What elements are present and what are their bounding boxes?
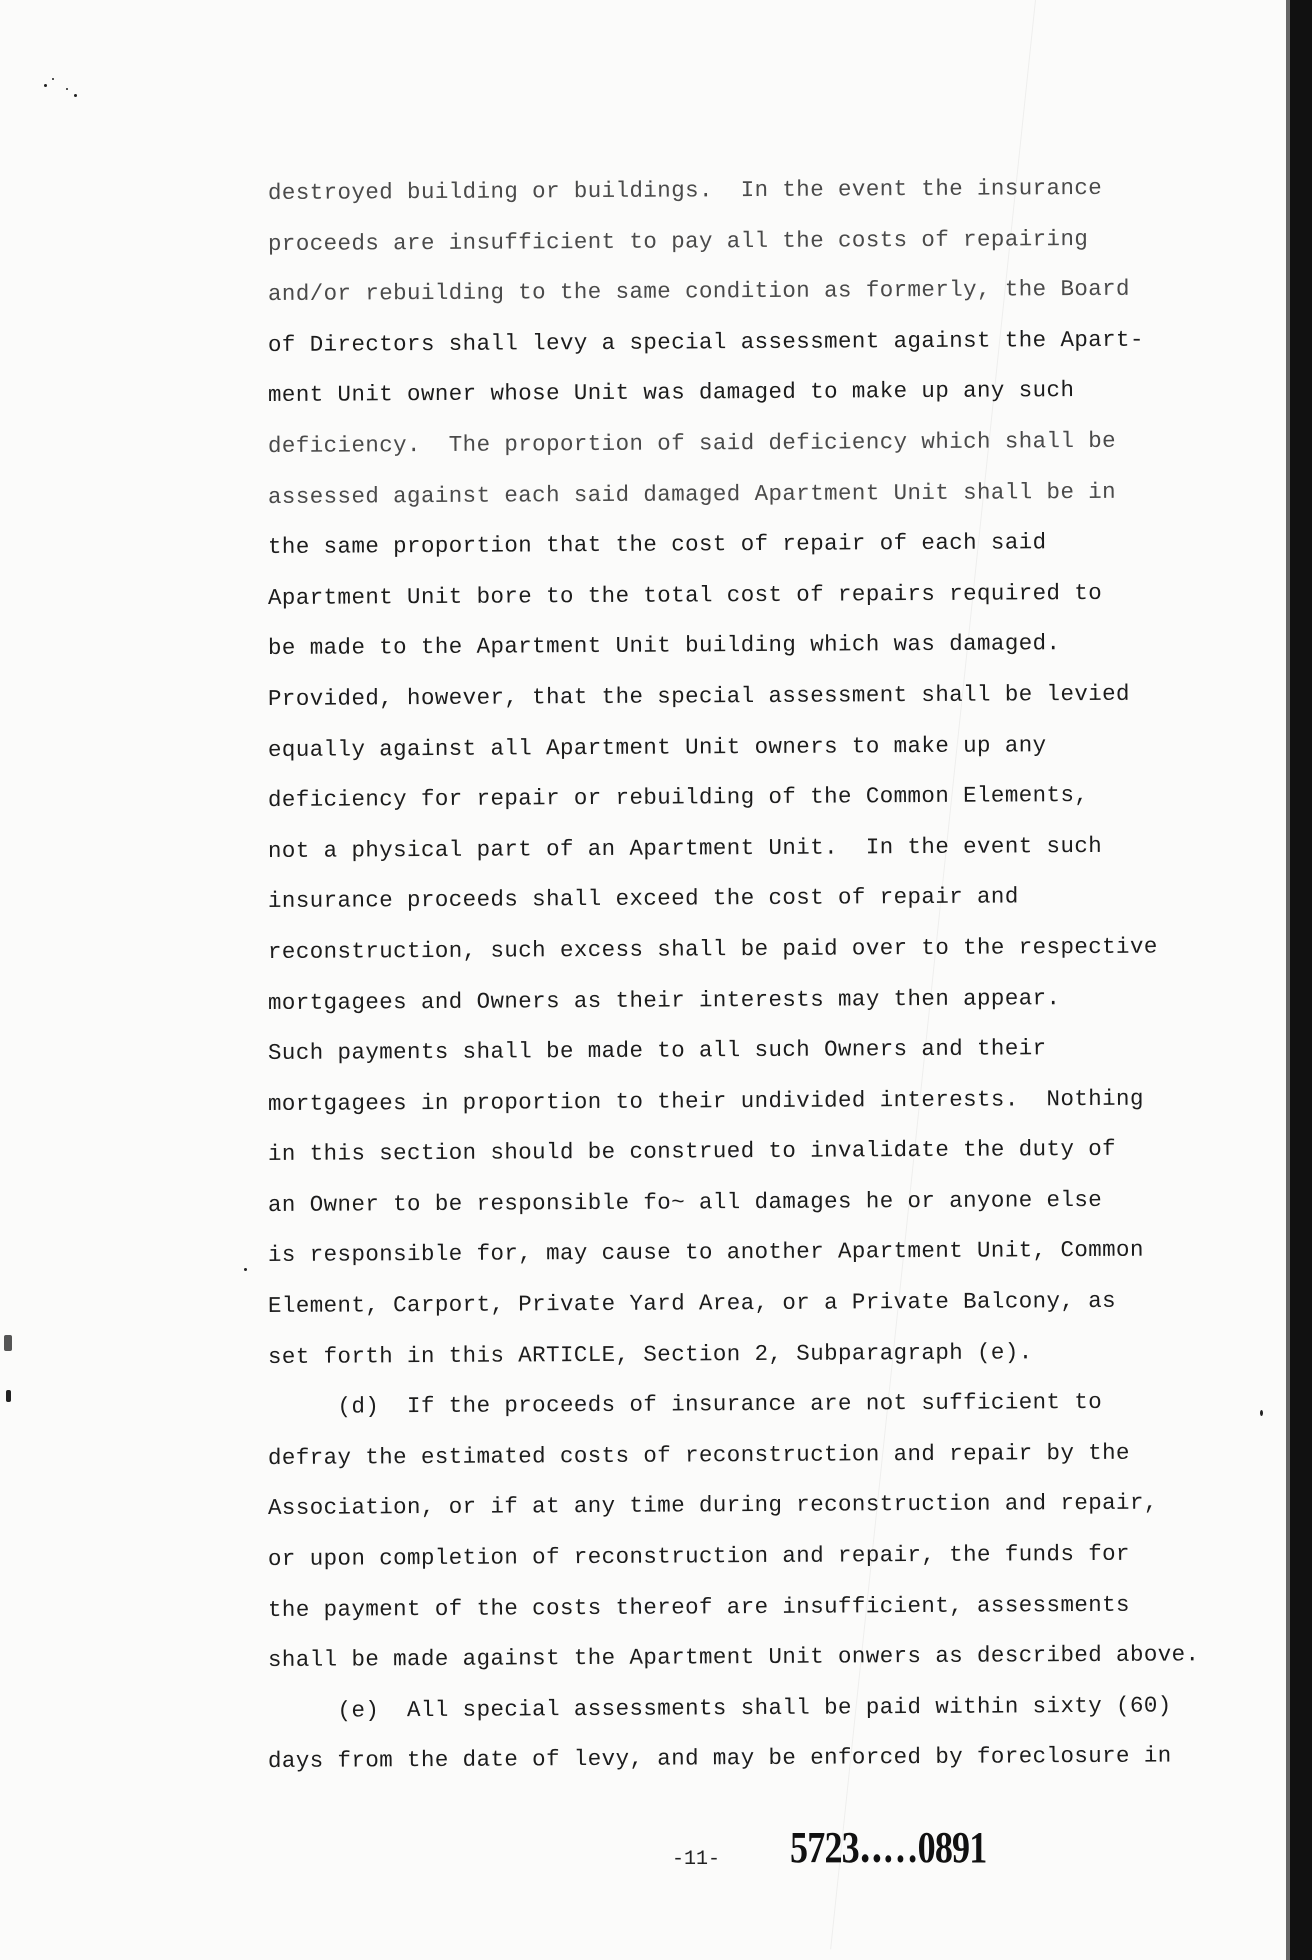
text-line: Provided, however, that the special assessment shall be levied — [267, 680, 1130, 712]
text-line: defray the estimated costs of reconstruction and repair by the — [267, 1439, 1130, 1471]
text-line: ment Unit owner whose Unit was damaged to make up any such — [267, 377, 1075, 409]
text-line: Association, or if at any time during reconstruction and repair, — [267, 1490, 1158, 1522]
text-line: in this section should be construed to invalidate the duty of — [267, 1136, 1117, 1168]
text-line: the payment of the costs thereof are insufficient, assessments — [267, 1591, 1130, 1623]
text-line: deficiency for repair or rebuilding of the Common Elements, — [267, 782, 1089, 814]
scan-speck — [6, 1390, 11, 1402]
scan-speck — [66, 88, 68, 90]
text-line: Such payments shall be made to all such Owners and their — [267, 1035, 1047, 1067]
text-line: equally against all Apartment Unit owners to make up any — [267, 731, 1047, 763]
text-line: an Owner to be responsible fo~ all damages he or anyone else — [267, 1186, 1103, 1218]
text-line: insurance proceeds shall exceed the cost of repair and — [267, 883, 1019, 915]
text-line: days from the date of levy, and may be enforced by foreclosure in — [267, 1742, 1172, 1775]
text-line: (e) All special assessments shall be paid within sixty (60) — [267, 1692, 1172, 1724]
text-line: mortgagees in proportion to their undivided interests. Nothing — [267, 1085, 1144, 1117]
text-line: is responsible for, may cause to another Apartment Unit, Common — [267, 1237, 1144, 1269]
text-line: mortgagees and Owners as their interests may then appear. — [267, 984, 1061, 1016]
text-line: Element, Carport, Private Yard Area, or a Private Balcony, as — [267, 1287, 1117, 1320]
text-line: and/or rebuilding to the same condition as formerly, the Board — [267, 275, 1130, 308]
text-line: set forth in this ARTICLE, Section 2, Subparagraph (e). — [267, 1338, 1033, 1370]
scan-speck — [4, 1335, 12, 1351]
page-footer — [0, 1822, 1290, 1882]
text-line: assessed against each said damaged Apartment Unit shall be in — [267, 478, 1117, 510]
scan-edge — [1290, 0, 1312, 1960]
scan-speck — [52, 78, 54, 80]
text-line: destroyed building or buildings. In the event the insurance — [267, 174, 1103, 206]
text-line: reconstruction, such excess shall be paid over to the respective — [267, 933, 1158, 965]
page-number: -11- — [672, 1848, 721, 1871]
text-line: of Directors shall levy a special assessment against the Apart- — [267, 326, 1144, 358]
scan-speck — [244, 1268, 247, 1271]
scan-speck — [44, 84, 47, 87]
text-line: (d) If the proceeds of insurance are not sufficient to — [267, 1389, 1103, 1421]
text-line: proceeds are insufficient to pay all the costs of repairing — [267, 225, 1089, 257]
text-line: the same proportion that the cost of repair of each said — [267, 529, 1047, 561]
text-line: be made to the Apartment Unit building which was damaged. — [267, 630, 1061, 662]
book-page-stamp: 5723․․…0891 — [790, 1823, 987, 1872]
text-line: deficiency. The proportion of said deficiency which shall be — [267, 427, 1117, 459]
text-line: Apartment Unit bore to the total cost of repairs required to — [267, 579, 1103, 611]
body-text — [268, 168, 1298, 1787]
scan-speck — [74, 94, 77, 97]
text-line: not a physical part of an Apartment Unit. In the event such — [267, 832, 1103, 864]
text-line: or upon completion of reconstruction and repair, the funds for — [267, 1540, 1130, 1573]
text-line: shall be made against the Apartment Unit onwers as described above. — [267, 1641, 1200, 1674]
